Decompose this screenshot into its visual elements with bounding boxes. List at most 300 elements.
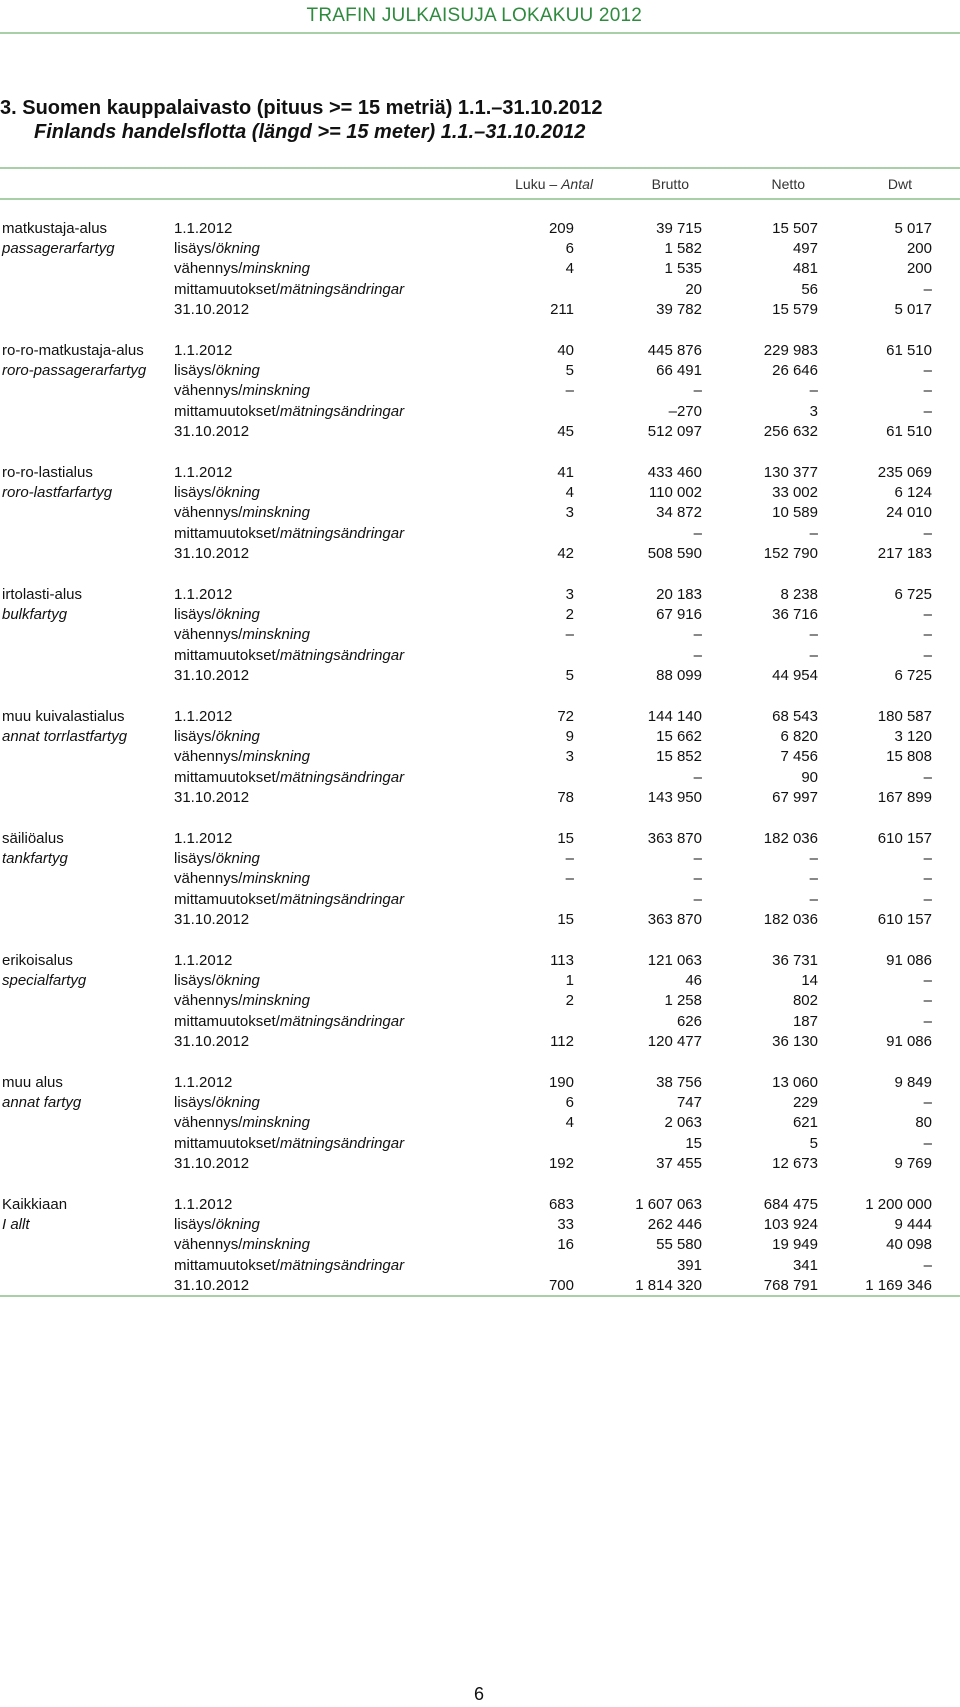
- netto-value: 621: [792, 1114, 818, 1132]
- row-label-fi: 1.1.2012: [174, 708, 233, 725]
- table-row: [0, 1135, 960, 1155]
- header-rule: [0, 32, 960, 34]
- netto-value: 229 983: [763, 342, 818, 359]
- netto-value: 229: [792, 1094, 818, 1112]
- brutto-value: 120 477: [647, 1032, 702, 1050]
- row-label-fi: lisäys/: [174, 240, 216, 258]
- table-row: [0, 525, 960, 545]
- dwt-value: –: [923, 1012, 932, 1030]
- row-decrease-label: [174, 748, 310, 765]
- count-value: 5: [565, 362, 574, 380]
- dwt-value: –: [923, 1134, 932, 1152]
- netto-value: 36 716: [772, 606, 818, 624]
- brutto-value: 445 876: [647, 342, 702, 359]
- category-name-sv: specialfartyg: [2, 972, 87, 990]
- table-row: [0, 647, 960, 667]
- brutto-value: 34 872: [656, 504, 702, 522]
- table-row: [0, 728, 960, 748]
- dwt-value: –: [923, 280, 932, 298]
- count-value: 72: [557, 708, 574, 725]
- category-name-sv: bulkfartyg: [2, 606, 68, 624]
- dwt-value: 91 086: [886, 1032, 932, 1050]
- count-value: –: [565, 850, 574, 868]
- brutto-value: 15 662: [656, 728, 702, 746]
- table-row: [0, 1094, 960, 1114]
- count-value: 4: [565, 484, 574, 502]
- dwt-value: –: [923, 626, 932, 644]
- brutto-value: –: [693, 768, 702, 786]
- row-measurement-changes-label: [174, 647, 404, 664]
- count-value: –: [565, 870, 574, 888]
- row-label-fi: 31.10.2012: [174, 910, 250, 928]
- brutto-value: 2 063: [664, 1114, 702, 1132]
- row-label-fi: mittamuutokset/: [174, 402, 280, 420]
- netto-value: 14: [801, 972, 818, 990]
- netto-value: 684 475: [763, 1196, 818, 1213]
- row-label-fi: vähennys/: [174, 748, 243, 766]
- table-row: [0, 626, 960, 646]
- table-row: [0, 1033, 960, 1053]
- count-value: 78: [557, 788, 574, 806]
- table-row: [0, 362, 960, 382]
- row-label-fi: mittamuutokset/: [174, 646, 280, 664]
- row-label-fi: 31.10.2012: [174, 300, 250, 318]
- table-row: [0, 403, 960, 423]
- row-start-label: [174, 830, 232, 847]
- row-label-fi: lisäys/: [174, 850, 216, 868]
- row-decrease-label: [174, 260, 310, 277]
- dwt-value: 40 098: [886, 1236, 932, 1254]
- brutto-value: 144 140: [647, 708, 702, 725]
- row-label-fi: vähennys/: [174, 382, 243, 400]
- brutto-value: –: [693, 382, 702, 400]
- table-row: [0, 830, 960, 850]
- brutto-value: 747: [676, 1094, 702, 1112]
- row-label-fi: vähennys/: [174, 992, 243, 1010]
- netto-value: 6 820: [780, 728, 818, 746]
- row-label-fi: vähennys/: [174, 626, 243, 644]
- dwt-value: –: [923, 382, 932, 400]
- brutto-value: 363 870: [647, 830, 702, 847]
- row-label-sv: mätningsändringar: [279, 1134, 405, 1152]
- row-label-fi: lisäys/: [174, 972, 216, 990]
- brutto-value: 20 183: [656, 586, 702, 603]
- count-value: 209: [548, 220, 574, 237]
- row-end-label: [174, 789, 249, 806]
- row-label-sv: minskning: [242, 260, 310, 278]
- dwt-value: –: [923, 768, 932, 786]
- netto-value: 15 507: [772, 220, 818, 237]
- dwt-value: 80: [915, 1114, 932, 1132]
- row-measurement-changes-label: [174, 891, 404, 908]
- category-name-fi: ro-ro-lastialus: [2, 464, 93, 481]
- dwt-value: –: [923, 972, 932, 990]
- dwt-value: 167 899: [877, 788, 932, 806]
- netto-value: –: [809, 382, 818, 400]
- row-label-fi: mittamuutokset/: [174, 524, 280, 542]
- table-row: [0, 240, 960, 260]
- netto-value: 13 060: [772, 1074, 818, 1091]
- row-label-fi: vähennys/: [174, 1114, 243, 1132]
- count-value: 6: [565, 1094, 574, 1112]
- count-value: 1: [565, 972, 574, 990]
- table-row: [0, 504, 960, 524]
- netto-value: 67 997: [772, 788, 818, 806]
- netto-value: 8 238: [780, 586, 818, 603]
- category-name-sv: passagerarfartyg: [2, 240, 115, 258]
- netto-value: –: [809, 850, 818, 868]
- category-name-fi: Kaikkiaan: [2, 1196, 68, 1213]
- netto-value: 103 924: [763, 1216, 818, 1234]
- netto-value: 10 589: [772, 504, 818, 522]
- table-row: [0, 870, 960, 890]
- row-label-fi: 31.10.2012: [174, 1154, 250, 1172]
- row-label-sv: minskning: [242, 992, 310, 1010]
- category-name-sv: roro-lastfarfartyg: [2, 484, 113, 502]
- row-label-fi: lisäys/: [174, 362, 216, 380]
- row-measurement-changes-label: [174, 281, 404, 298]
- row-label-sv: minskning: [242, 382, 310, 400]
- table-row: [0, 220, 960, 240]
- dwt-value: –: [923, 870, 932, 888]
- row-end-label: [174, 1033, 249, 1050]
- category-name-sv: tankfartyg: [2, 850, 68, 868]
- brutto-value: 37 455: [656, 1154, 702, 1172]
- table-row: [0, 382, 960, 402]
- row-label-fi: mittamuutokset/: [174, 280, 280, 298]
- netto-value: 341: [792, 1256, 818, 1274]
- row-end-label: [174, 545, 249, 562]
- row-label-fi: lisäys/: [174, 728, 216, 746]
- dwt-value: 1 169 346: [865, 1276, 932, 1294]
- brutto-value: 391: [676, 1256, 702, 1274]
- dwt-value: 200: [906, 240, 932, 258]
- table-row: [0, 342, 960, 362]
- row-label-fi: lisäys/: [174, 1216, 216, 1234]
- brutto-value: 15 852: [656, 748, 702, 766]
- row-label-sv: ökning: [215, 240, 260, 258]
- netto-value: –: [809, 626, 818, 644]
- row-increase-label: [174, 1094, 260, 1111]
- row-label-fi: lisäys/: [174, 606, 216, 624]
- row-label-fi: lisäys/: [174, 484, 216, 502]
- table-row: [0, 667, 960, 687]
- netto-value: 36 731: [772, 952, 818, 969]
- netto-value: 36 130: [772, 1032, 818, 1050]
- dwt-value: 3 120: [894, 728, 932, 746]
- brutto-value: 39 782: [656, 300, 702, 318]
- row-decrease-label: [174, 504, 310, 521]
- row-increase-label: [174, 484, 260, 501]
- netto-value: –: [809, 646, 818, 664]
- row-start-label: [174, 1196, 232, 1213]
- brutto-value: 1 814 320: [635, 1276, 702, 1294]
- column-header-bottom-rule: [0, 198, 960, 200]
- row-label-fi: vähennys/: [174, 504, 243, 522]
- count-value: 683: [548, 1196, 574, 1213]
- netto-value: 56: [801, 280, 818, 298]
- row-label-fi: 31.10.2012: [174, 544, 250, 562]
- brutto-value: 67 916: [656, 606, 702, 624]
- row-label-fi: 1.1.2012: [174, 220, 233, 237]
- publication-header: TRAFIN JULKAISUJA LOKAKUU 2012: [306, 5, 642, 26]
- count-value: 5: [565, 666, 574, 684]
- brutto-value: 38 756: [656, 1074, 702, 1091]
- row-label-fi: 31.10.2012: [174, 422, 250, 440]
- column-header-top-rule: [0, 167, 960, 169]
- row-increase-label: [174, 972, 260, 989]
- brutto-value: 121 063: [647, 952, 702, 969]
- row-label-fi: 1.1.2012: [174, 342, 233, 359]
- row-measurement-changes-label: [174, 403, 404, 420]
- netto-value: 152 790: [763, 544, 818, 562]
- table-row: [0, 708, 960, 728]
- row-label-sv: mätningsändringar: [279, 646, 405, 664]
- count-value: –: [565, 626, 574, 644]
- row-label-sv: mätningsändringar: [279, 524, 405, 542]
- count-value: 4: [565, 260, 574, 278]
- dwt-value: 24 010: [886, 504, 932, 522]
- count-value: 15: [557, 910, 574, 928]
- count-value: 113: [550, 952, 574, 969]
- count-value: 16: [557, 1236, 574, 1254]
- row-measurement-changes-label: [174, 1135, 404, 1152]
- count-value: 41: [557, 464, 574, 481]
- row-start-label: [174, 708, 232, 725]
- count-value: 192: [548, 1154, 574, 1172]
- row-start-label: [174, 1074, 232, 1091]
- dwt-value: 180 587: [877, 708, 932, 725]
- netto-value: –: [809, 870, 818, 888]
- table-row: [0, 1196, 960, 1216]
- table-row: [0, 1155, 960, 1175]
- row-decrease-label: [174, 1236, 310, 1253]
- row-label-sv: minskning: [242, 1114, 310, 1132]
- table-title-sv-wrap: [34, 121, 585, 144]
- count-value: 2: [565, 606, 574, 624]
- dwt-value: –: [923, 890, 932, 908]
- table-row: [0, 769, 960, 789]
- row-label-sv: minskning: [242, 1236, 310, 1254]
- table-row: [0, 423, 960, 443]
- table-row: [0, 1236, 960, 1256]
- dwt-value: 5 017: [894, 300, 932, 318]
- table-row: [0, 260, 960, 280]
- row-increase-label: [174, 362, 260, 379]
- dwt-value: 6 124: [894, 484, 932, 502]
- category-name-fi: muu kuivalastialus: [2, 708, 125, 725]
- table-row: [0, 586, 960, 606]
- row-label-fi: 1.1.2012: [174, 1074, 233, 1091]
- netto-value: 26 646: [772, 362, 818, 380]
- netto-value: 481: [792, 260, 818, 278]
- row-decrease-label: [174, 992, 310, 1009]
- table-title: [0, 97, 603, 120]
- row-label-sv: mätningsändringar: [279, 1012, 405, 1030]
- table-row: [0, 301, 960, 321]
- row-label-fi: 1.1.2012: [174, 586, 233, 603]
- netto-value: 12 673: [772, 1154, 818, 1172]
- table-row: [0, 1114, 960, 1134]
- row-end-label: [174, 1155, 249, 1172]
- brutto-value: 88 099: [656, 666, 702, 684]
- table-title-sv: Finlands handelsflotta (längd >= 15 meter) 1.1.–31.10.2012: [34, 121, 586, 143]
- row-label-sv: mätningsändringar: [279, 768, 405, 786]
- netto-value: 33 002: [772, 484, 818, 502]
- dwt-value: –: [923, 606, 932, 624]
- brutto-value: –: [693, 850, 702, 868]
- row-decrease-label: [174, 626, 310, 643]
- netto-value: 5: [809, 1134, 818, 1152]
- row-label-fi: vähennys/: [174, 260, 243, 278]
- brutto-value: 55 580: [656, 1236, 702, 1254]
- column-header-count-sv: Antal: [561, 176, 593, 192]
- count-value: 6: [565, 240, 574, 258]
- dwt-value: 9 769: [894, 1154, 932, 1172]
- dwt-value: 61 510: [886, 422, 932, 440]
- table-title-fi: 3. Suomen kauppalaivasto (pituus >= 15 metriä) 1.1.–31.10.2012: [0, 97, 603, 119]
- dwt-value: 9 849: [894, 1074, 932, 1091]
- table-row: [0, 850, 960, 870]
- dwt-value: 610 157: [877, 910, 932, 928]
- row-label-fi: vähennys/: [174, 870, 243, 888]
- row-decrease-label: [174, 1114, 310, 1131]
- table-row: [0, 484, 960, 504]
- row-increase-label: [174, 850, 260, 867]
- count-value: 2: [565, 992, 574, 1010]
- brutto-value: 15: [685, 1134, 702, 1152]
- netto-value: 15 579: [772, 300, 818, 318]
- count-value: 4: [565, 1114, 574, 1132]
- table-row: [0, 545, 960, 565]
- category-name-fi: säiliöalus: [2, 830, 64, 847]
- brutto-value: 66 491: [656, 362, 702, 380]
- row-label-sv: ökning: [215, 972, 260, 990]
- row-label-fi: vähennys/: [174, 1236, 243, 1254]
- netto-value: –: [809, 524, 818, 542]
- netto-value: 187: [792, 1012, 818, 1030]
- row-label-sv: mätningsändringar: [279, 890, 405, 908]
- brutto-value: 39 715: [656, 220, 702, 237]
- brutto-value: 262 446: [647, 1216, 702, 1234]
- netto-value: –: [809, 890, 818, 908]
- count-value: 112: [550, 1032, 574, 1050]
- netto-value: 182 036: [763, 830, 818, 847]
- dwt-value: 91 086: [886, 952, 932, 969]
- dwt-value: 61 510: [886, 342, 932, 359]
- table-row: [0, 911, 960, 931]
- netto-value: 7 456: [780, 748, 818, 766]
- row-label-fi: mittamuutokset/: [174, 768, 280, 786]
- row-start-label: [174, 586, 232, 603]
- row-label-fi: lisäys/: [174, 1094, 216, 1112]
- netto-value: 3: [809, 402, 818, 420]
- brutto-value: –270: [668, 402, 702, 420]
- count-value: –: [565, 382, 574, 400]
- table-row: [0, 1074, 960, 1094]
- row-label-fi: 31.10.2012: [174, 788, 250, 806]
- row-label-fi: 1.1.2012: [174, 1196, 233, 1213]
- dwt-value: –: [923, 646, 932, 664]
- row-label-sv: ökning: [215, 850, 260, 868]
- dwt-value: –: [923, 402, 932, 420]
- row-increase-label: [174, 728, 260, 745]
- brutto-value: 46: [685, 972, 702, 990]
- dwt-value: 6 725: [894, 586, 932, 603]
- brutto-value: –: [693, 870, 702, 888]
- dwt-value: 6 725: [894, 666, 932, 684]
- row-end-label: [174, 1277, 249, 1294]
- table-row: [0, 992, 960, 1012]
- brutto-value: 1 535: [664, 260, 702, 278]
- category-name-fi: erikoisalus: [2, 952, 73, 969]
- column-header-count: [515, 176, 593, 192]
- row-label-sv: ökning: [215, 1094, 260, 1112]
- column-header-count-fi: Luku –: [515, 176, 558, 192]
- count-value: 211: [550, 300, 574, 318]
- table-row: [0, 891, 960, 911]
- brutto-value: 363 870: [647, 910, 702, 928]
- dwt-value: –: [923, 362, 932, 380]
- column-header-dwt: Dwt: [887, 176, 912, 192]
- row-label-sv: ökning: [215, 484, 260, 502]
- row-end-label: [174, 667, 249, 684]
- category-name-sv: annat torrlastfartyg: [2, 728, 128, 746]
- table-row: [0, 789, 960, 809]
- count-value: 3: [565, 504, 574, 522]
- dwt-value: 217 183: [877, 544, 932, 562]
- row-label-fi: 1.1.2012: [174, 952, 233, 969]
- row-label-sv: minskning: [242, 870, 310, 888]
- count-value: 700: [548, 1276, 574, 1294]
- dwt-value: –: [923, 1094, 932, 1112]
- page-number: 6: [474, 1684, 485, 1704]
- dwt-value: 15 808: [886, 748, 932, 766]
- brutto-value: –: [693, 646, 702, 664]
- category-name-sv: I allt: [2, 1216, 30, 1234]
- row-end-label: [174, 423, 249, 440]
- table-row: [0, 952, 960, 972]
- row-measurement-changes-label: [174, 525, 404, 542]
- brutto-value: 433 460: [647, 464, 702, 481]
- row-label-sv: ökning: [215, 728, 260, 746]
- count-value: 40: [557, 342, 574, 359]
- row-label-sv: mätningsändringar: [279, 280, 405, 298]
- count-value: 3: [565, 748, 574, 766]
- category-name-sv: roro-passagerarfartyg: [2, 362, 147, 380]
- row-label-fi: 31.10.2012: [174, 1276, 250, 1294]
- count-value: 3: [565, 586, 574, 603]
- row-label-sv: ökning: [215, 362, 260, 380]
- brutto-value: –: [693, 626, 702, 644]
- count-value: 45: [557, 422, 574, 440]
- row-label-fi: mittamuutokset/: [174, 1256, 280, 1274]
- brutto-value: 626: [676, 1012, 702, 1030]
- table-row: [0, 606, 960, 626]
- table-row: [0, 464, 960, 484]
- table-bottom-rule: [0, 1295, 960, 1297]
- row-end-label: [174, 301, 249, 318]
- table-row: [0, 281, 960, 301]
- table-row: [0, 1277, 960, 1297]
- row-increase-label: [174, 1216, 260, 1233]
- row-increase-label: [174, 606, 260, 623]
- brutto-value: 143 950: [647, 788, 702, 806]
- category-name-sv: annat fartyg: [2, 1094, 82, 1112]
- row-label-sv: minskning: [242, 504, 310, 522]
- row-end-label: [174, 911, 249, 928]
- count-value: 42: [557, 544, 574, 562]
